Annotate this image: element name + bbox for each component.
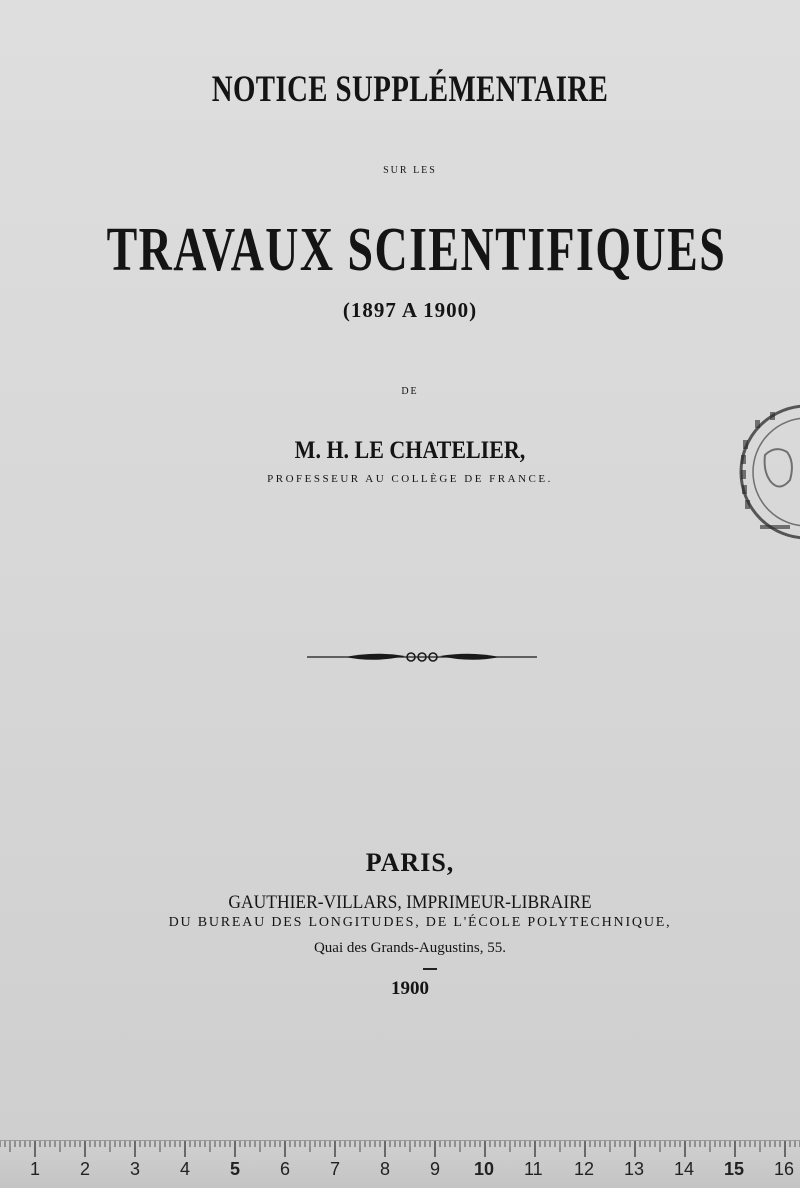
imprint-publisher-detail: DU BUREAU DES LONGITUDES, DE L'ÉCOLE POLYTECHNIQUE, — [168, 915, 672, 930]
author-position: PROFESSEUR AU COLLÈGE DE FRANCE. — [267, 473, 553, 485]
ruler-label: 14 — [674, 1159, 695, 1179]
notice-heading: NOTICE SUPPLÉMENTAIRE — [211, 69, 609, 110]
ruler-label: 3 — [130, 1159, 141, 1179]
measuring-ruler — [0, 1140, 800, 1188]
ruler-label: 4 — [180, 1159, 191, 1179]
main-title: TRAVAUX SCIENTIFIQUES — [106, 216, 727, 284]
ruler-label: 5 — [230, 1159, 241, 1179]
ruler-label: 11 — [524, 1159, 543, 1179]
sur-les-text: SUR LES — [383, 165, 437, 176]
ruler-label: 7 — [330, 1159, 341, 1179]
ruler-label: 6 — [280, 1159, 291, 1179]
ruler-label: 13 — [624, 1159, 645, 1179]
ruler-label: 12 — [574, 1159, 595, 1179]
author-name: M. H. LE CHATELIER, — [294, 437, 526, 464]
ruler-label: 9 — [430, 1159, 441, 1179]
imprint-year: 1900 — [391, 978, 429, 999]
ruler-label: 1 — [30, 1159, 41, 1179]
ruler-label: 15 — [724, 1159, 745, 1179]
ruler-label: 2 — [80, 1159, 91, 1179]
imprint-publisher: GAUTHIER-VILLARS, IMPRIMEUR-LIBRAIRE — [228, 892, 592, 913]
ruler-label: 16 — [774, 1159, 795, 1179]
de-text: DE — [401, 386, 419, 397]
ornamental-divider — [305, 645, 540, 669]
imprint-divider — [423, 968, 437, 970]
date-range: (1897 A 1900) — [342, 298, 478, 322]
ruler-label: 10 — [474, 1159, 495, 1179]
imprint-city: PARIS, — [365, 848, 455, 877]
library-stamp-icon — [735, 400, 800, 550]
imprint-address: Quai des Grands-Augustins, 55. — [313, 940, 507, 956]
ruler-label: 8 — [380, 1159, 391, 1179]
